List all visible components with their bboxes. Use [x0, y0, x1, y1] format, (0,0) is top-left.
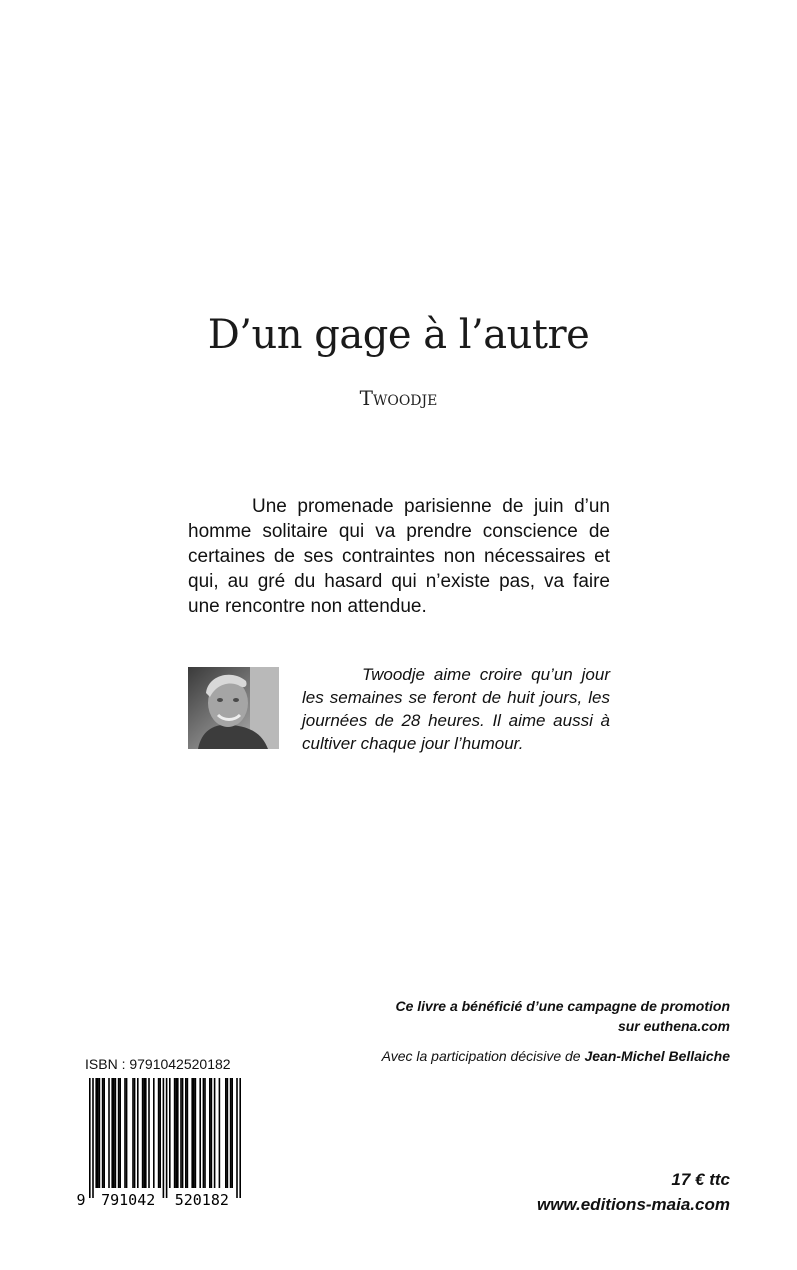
- barcode-bar: [142, 1078, 144, 1188]
- barcode-bar: [175, 1078, 177, 1188]
- promotion-line-1: Ce livre a bénéficié d’une campagne de promotion: [395, 998, 730, 1014]
- barcode-bar: [103, 1078, 105, 1188]
- barcode-bar: [92, 1078, 94, 1198]
- barcode-bar: [97, 1078, 99, 1188]
- barcode-bar: [177, 1078, 179, 1188]
- barcode-bar: [108, 1078, 110, 1188]
- barcode-bar: [137, 1078, 139, 1188]
- barcode-bar: [195, 1078, 197, 1188]
- barcode-bar: [239, 1078, 241, 1198]
- barcode-bar: [143, 1078, 145, 1188]
- barcode-bar: [191, 1078, 193, 1188]
- barcode-bar: [193, 1078, 195, 1188]
- author-photo: [188, 667, 279, 749]
- price: 17 € ttc: [671, 1170, 730, 1189]
- participation-note: [382, 1048, 730, 1064]
- barcode-bar: [214, 1078, 216, 1188]
- barcode-bar: [163, 1078, 165, 1198]
- barcode-bar: [119, 1078, 121, 1188]
- book-title: D’un gage à l’autre: [207, 312, 590, 358]
- barcode-bar: [89, 1078, 91, 1198]
- barcode-bar: [204, 1078, 206, 1188]
- barcode-bar: [118, 1078, 120, 1188]
- barcode-bar: [225, 1078, 227, 1188]
- participation-name: Jean-Michel Bellaiche: [584, 1048, 730, 1064]
- barcode-bar: [102, 1078, 104, 1188]
- barcode-digits: 520182: [174, 1191, 229, 1208]
- barcode-bar: [236, 1078, 238, 1198]
- barcode-bar: [113, 1078, 115, 1188]
- barcode-bar: [211, 1078, 213, 1188]
- barcode-bar: [111, 1078, 113, 1188]
- barcode-bar: [185, 1078, 187, 1188]
- author-bio: Twoodje aime croire qu’un jour les semaines se feront de huit jours, les journées de 28 heures. Il aime aussi à cultiver chaque jour l’humour.: [302, 665, 610, 753]
- barcode-bar: [99, 1078, 101, 1188]
- barcode-bar: [219, 1078, 221, 1188]
- barcode-bar: [166, 1078, 168, 1198]
- barcode-bar: [174, 1078, 176, 1188]
- barcode-digits: 791042: [101, 1191, 156, 1208]
- barcode-bar: [148, 1078, 150, 1188]
- barcode-bar: [230, 1078, 232, 1188]
- barcode-bar: [124, 1078, 126, 1188]
- barcode-digits: 9: [76, 1191, 86, 1208]
- barcode-bar: [203, 1078, 205, 1188]
- barcode-bar: [158, 1078, 160, 1188]
- participation-prefix: Avec la participation décisive de: [381, 1048, 585, 1064]
- barcode-bar: [227, 1078, 229, 1188]
- barcode-bar: [95, 1078, 97, 1188]
- barcode-bar: [180, 1078, 182, 1188]
- barcode-bar: [231, 1078, 233, 1188]
- book-summary: Une promenade parisienne de juin d’un homme solitaire qui va prendre conscience de certaines de ses contraintes non nécessaires et qui, au gré du hasard qui n’existe pas, va faire une rencontre non attendue.: [188, 496, 610, 617]
- barcode-bar: [115, 1078, 117, 1188]
- barcode-bar: [199, 1078, 201, 1188]
- barcode-bar: [209, 1078, 211, 1188]
- barcode-bar: [169, 1078, 171, 1188]
- promotion-note: [395, 996, 730, 1036]
- isbn-label: ISBN : 9791042520182: [85, 1056, 231, 1072]
- barcode-bar: [132, 1078, 134, 1188]
- barcode-bar: [126, 1078, 128, 1188]
- promotion-line-2: sur euthena.com: [617, 1018, 730, 1034]
- book-author: Twoodje: [359, 386, 438, 410]
- barcode-bar: [182, 1078, 184, 1188]
- isbn-barcode: [75, 1078, 243, 1208]
- barcode-bar: [187, 1078, 189, 1188]
- barcode-bar: [159, 1078, 161, 1188]
- barcode-bar: [153, 1078, 155, 1188]
- barcode-bar: [145, 1078, 147, 1188]
- barcode-bar: [134, 1078, 136, 1188]
- publisher-website: www.editions-maia.com: [536, 1195, 730, 1214]
